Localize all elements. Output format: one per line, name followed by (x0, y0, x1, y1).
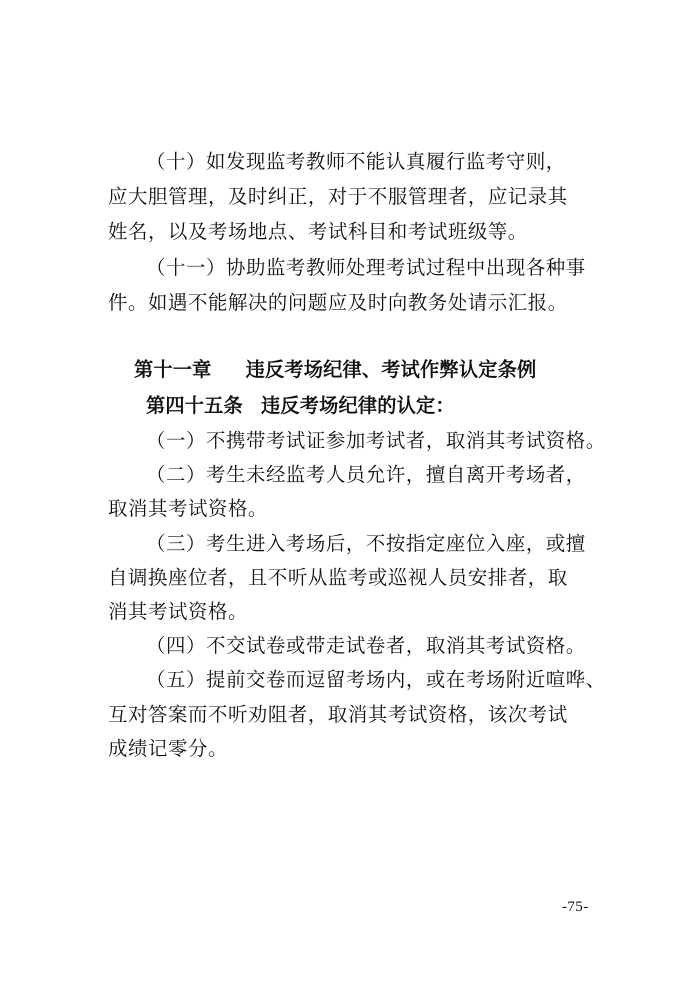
rule-3-line-1: （三）考生进入考场后，不按指定座位入座，或擅 (146, 532, 586, 555)
rule-5-line-1: （五）提前交卷而逗留考场内，或在考场附近喧哗、 (146, 668, 606, 691)
chapter-title: 违反考场纪律、考试作弊认定条例 (245, 358, 537, 381)
rule-1-line-1: （一）不携带考试证参加考试者，取消其考试资格。 (146, 429, 606, 452)
chapter-number: 第十一章 (134, 358, 212, 381)
page-number: -75- (562, 899, 589, 915)
article-heading (146, 392, 455, 420)
paragraph-11-line-1: （十一）协助监考教师处理考试过程中出现各种事 (146, 256, 586, 279)
rule-5-line-3: 成绩记零分。 (108, 737, 228, 760)
rule-2-line-2: 取消其考试资格。 (108, 497, 268, 520)
chapter-heading (134, 356, 536, 384)
rule-4-line-1: （四）不交试卷或带走试卷者，取消其考试资格。 (146, 634, 586, 657)
paragraph-10-line-1: （十）如发现监考教师不能认真履行监考守则， (146, 150, 566, 173)
rule-3-line-2: 自调换座位者，且不听从监考或巡视人员安排者，取 (108, 566, 568, 589)
rule-3-line-3: 消其考试资格。 (108, 600, 248, 623)
paragraph-11-line-2: 件。如遇不能解决的问题应及时向教务处请示汇报。 (108, 291, 568, 314)
article-title: 违反考场纪律的认定： (260, 394, 455, 417)
paragraph-10-line-3: 姓名，以及考场地点、考试科目和考试班级等。 (108, 220, 528, 243)
paragraph-10-line-2: 应大胆管理，及时纠正，对于不服管理者，应记录其 (108, 185, 568, 208)
article-number: 第四十五条 (146, 394, 243, 417)
rule-5-line-2: 互对答案而不听劝阻者，取消其考试资格，该次考试 (108, 703, 568, 726)
rule-2-line-1: （二）考生未经监考人员允许，擅自离开考场者， (146, 463, 586, 486)
